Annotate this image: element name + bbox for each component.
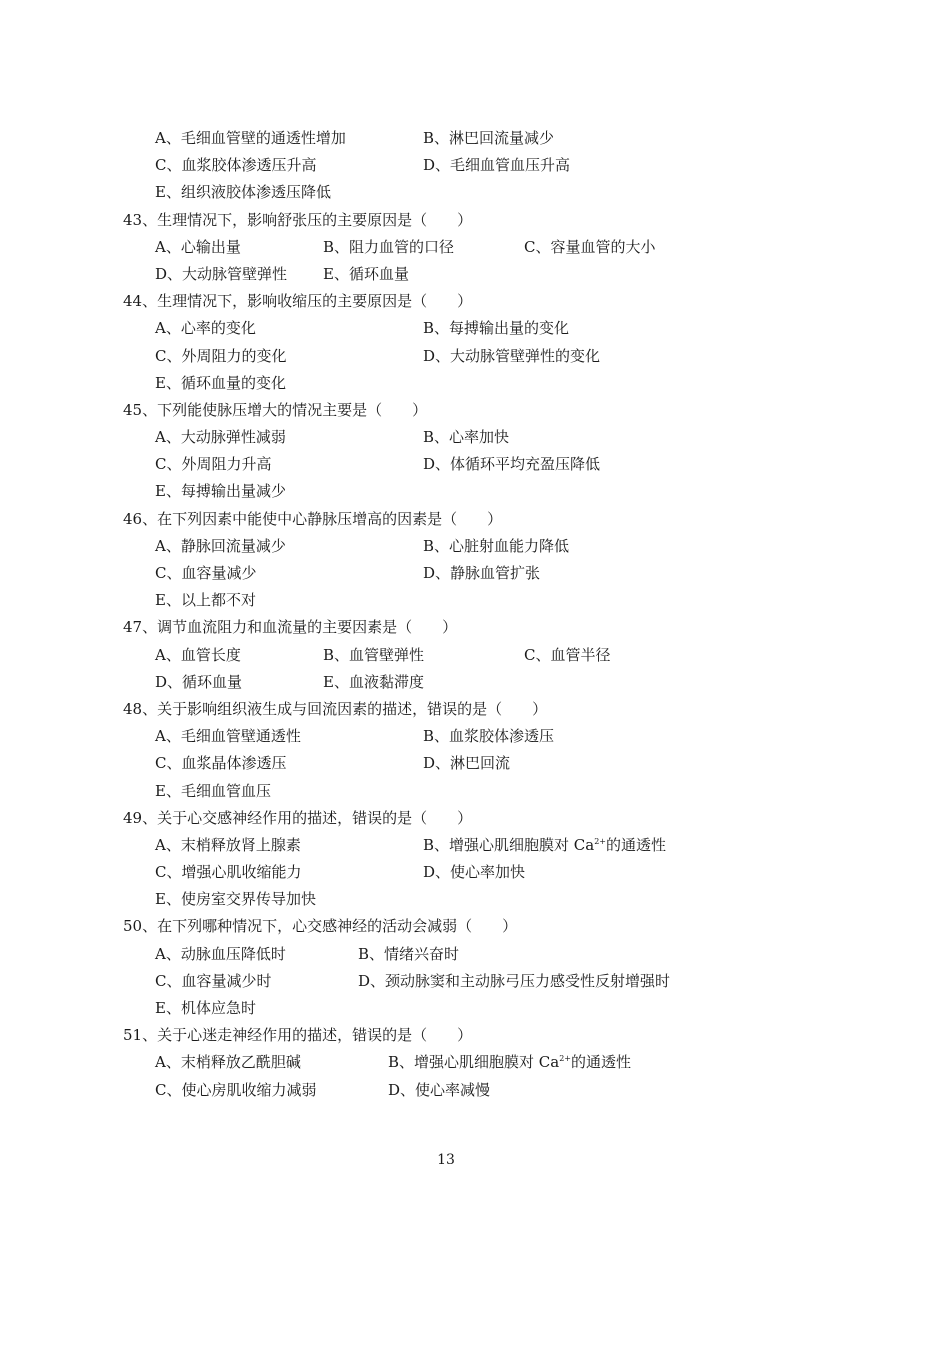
q49-option-b-text: B、增强心肌细胞膜对 Ca: [423, 835, 595, 854]
q43-option-b: B、阻力血管的口径: [323, 237, 455, 256]
q44-option-b: B、每搏输出量的变化: [423, 319, 570, 338]
q44-stem: 44、生理情况下，影响收缩压的主要原因是（ ）: [123, 292, 473, 311]
q45-stem: 45、下列能使脉压增大的情况主要是（ ）: [123, 400, 428, 419]
q48-option-c: C、血浆晶体渗透压: [155, 754, 287, 773]
q49-row-1: [123, 832, 843, 859]
q48-row-1: [123, 723, 843, 750]
q43-option-e: E、循环血量: [323, 264, 409, 283]
q51-option-b-text-end: 的通透性: [571, 1053, 632, 1072]
q50-option-e: E、机体应急时: [155, 999, 256, 1017]
q44-option-d: D、大动脉管壁弹性的变化: [423, 346, 601, 365]
q42-row-1: [123, 125, 843, 152]
q46-option-d: D、静脉血管扩张: [423, 564, 541, 582]
q44-option-a: A、心率的变化: [155, 319, 256, 338]
q51-option-b-text: B、增强心肌细胞膜对 Ca: [388, 1053, 560, 1072]
q49-option-a: A、末梢释放肾上腺素: [155, 835, 301, 854]
q49-option-e: E、使房室交界传导加快: [155, 890, 316, 909]
q48-option-a: A、毛细血管壁通透性: [155, 727, 301, 746]
q45-row-1: [123, 424, 843, 451]
q49-row-2: [123, 859, 843, 886]
q50-row-3: [123, 995, 843, 1022]
q45-row-3: [123, 478, 843, 505]
q50-row-2: [123, 968, 843, 995]
q43-stem: 43、生理情况下，影响舒张压的主要原因是（ ）: [123, 210, 473, 229]
q51-option-a: A、末梢释放乙酰胆碱: [155, 1053, 301, 1072]
q43-row-2: [123, 261, 843, 288]
q49-option-b: [423, 832, 666, 859]
q48-row-3: [123, 778, 843, 805]
q46-row-1: [123, 533, 843, 560]
q47-stem: 47、调节血流阻力和血流量的主要因素是（ ）: [123, 618, 458, 637]
q48-option-d: D、淋巴回流: [423, 754, 511, 773]
q49-option-d: D、使心率加快: [423, 863, 526, 882]
q46-row-3: [123, 587, 843, 614]
q43-option-d: D、大动脉管壁弹性: [155, 264, 288, 283]
q51-option-b-superscript: 2+: [559, 1054, 572, 1064]
q47-option-d: D、循环血量: [155, 672, 243, 691]
q46-option-c: C、血容量减少: [155, 564, 257, 582]
q47-row-1: [123, 642, 843, 669]
q50-option-b: B、情绪兴奋时: [358, 944, 460, 963]
q48-option-e: E、毛细血管血压: [155, 781, 271, 800]
q43-row-1: [123, 234, 843, 261]
q50-row-1: [123, 941, 843, 968]
q51-row-2: [123, 1077, 843, 1104]
q47-option-e: E、血液黏滞度: [323, 672, 424, 691]
q46-option-b: B、心脏射血能力降低: [423, 536, 570, 555]
q42-option-a: A、毛细血管壁的通透性增加: [155, 129, 346, 147]
q45-option-e: E、每搏输出量减少: [155, 482, 286, 501]
q45-option-c: C、外周阻力升高: [155, 455, 272, 474]
q44-option-c: C、外周阻力的变化: [155, 346, 287, 365]
q47-option-c: C、血管半径: [524, 645, 611, 664]
q49-option-c: C、增强心肌收缩能力: [155, 863, 302, 882]
q42-option-c: C、血浆胶体渗透压升高: [155, 156, 317, 175]
q46-stem: 46、在下列因素中能使中心静脉压增高的因素是（ ）: [123, 509, 503, 528]
q44-row-3: [123, 370, 843, 397]
question-list: [123, 125, 843, 1104]
q43-option-a: A、心输出量: [155, 237, 241, 256]
q43-option-c: C、容量血管的大小: [524, 237, 656, 256]
q46-option-a: A、静脉回流量减少: [155, 536, 286, 555]
q46-option-e: E、以上都不对: [155, 591, 256, 610]
q47-option-a: A、血管长度: [155, 645, 241, 664]
q50-option-a: A、动脉血压降低时: [155, 944, 286, 963]
q45-option-b: B、心率加快: [423, 428, 510, 447]
q48-stem: 48、关于影响组织液生成与回流因素的描述，错误的是（ ）: [123, 699, 548, 718]
q49-stem: 49、关于心交感神经作用的描述，错误的是（ ）: [123, 808, 473, 827]
q49-row-3: [123, 886, 843, 913]
q45-option-d: D、体循环平均充盈压降低: [423, 455, 601, 474]
q47-option-b: B、血管壁弹性: [323, 645, 425, 664]
q48-row-2: [123, 750, 843, 777]
q47-row-2: [123, 669, 843, 696]
q44-option-e: E、循环血量的变化: [155, 373, 286, 392]
q49-option-b-text-end: 的通透性: [606, 835, 667, 854]
q51-option-d: D、使心率减慢: [388, 1080, 491, 1099]
q42-row-3: [123, 179, 843, 206]
q44-row-2: [123, 343, 843, 370]
q45-row-2: [123, 451, 843, 478]
q50-stem: 50、在下列哪种情况下，心交感神经的活动会减弱（ ）: [123, 917, 518, 936]
q51-option-c: C、使心房肌收缩力减弱: [155, 1080, 317, 1099]
q44-row-1: [123, 315, 843, 342]
q45-option-a: A、大动脉弹性减弱: [155, 428, 286, 447]
q42-option-d: D、毛细血管血压升高: [423, 156, 571, 175]
q42-option-e: E、组织液胶体渗透压降低: [155, 183, 331, 202]
q50-option-d: D、颈动脉窦和主动脉弓压力感受性反射增强时: [358, 971, 671, 990]
q50-option-c: C、血容量减少时: [155, 971, 272, 990]
q42-option-b: B、淋巴回流量减少: [423, 129, 555, 147]
q46-row-2: [123, 560, 843, 587]
q48-option-b: B、血浆胶体渗透压: [423, 727, 555, 746]
page-number: 13: [437, 1152, 455, 1168]
q51-row-1: [123, 1049, 843, 1076]
q51-stem: 51、关于心迷走神经作用的描述，错误的是（ ）: [123, 1026, 473, 1045]
q42-row-2: [123, 152, 843, 179]
q49-option-b-superscript: 2+: [594, 836, 607, 846]
q51-option-b: [388, 1049, 631, 1076]
